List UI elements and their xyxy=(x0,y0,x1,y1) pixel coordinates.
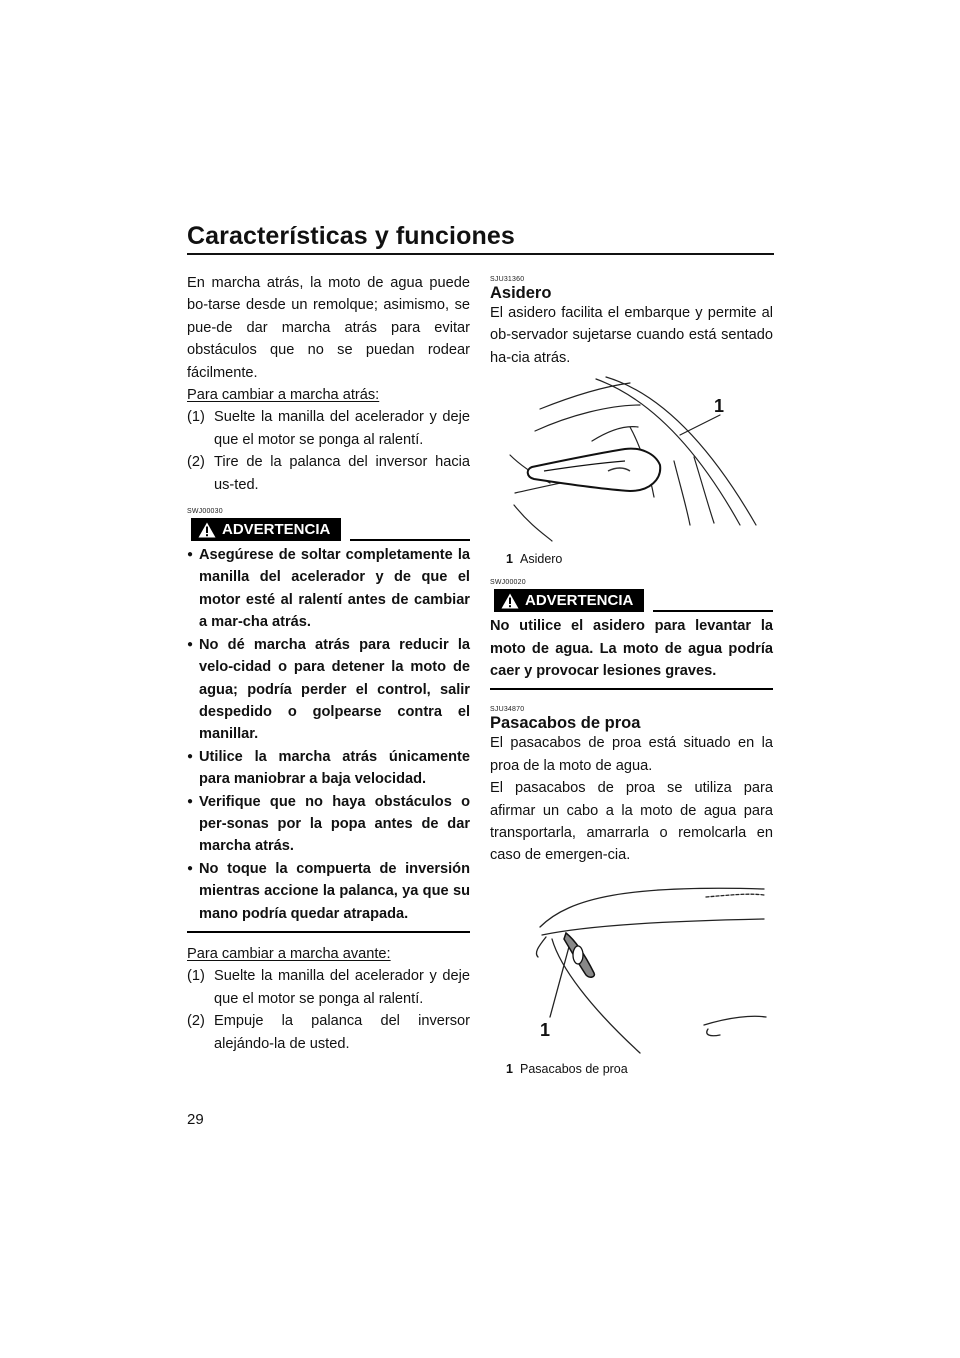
bullet-icon: ● xyxy=(187,750,194,762)
section-title-asidero: Asidero xyxy=(490,284,552,302)
reverse-step: (2) Tire de la palanca del inversor hacia us-ted. xyxy=(187,454,470,493)
warning-triangle-icon xyxy=(198,522,216,538)
intro-paragraph: En marcha atrás, la moto de agua puede bo-tarse desde un remolque; asimismo, se pue-de dar marcha atrás para evitar obstáculos que no se puedan rodear fácilmente. xyxy=(187,275,470,381)
warning-bullet: ● No toque la compuerta de inversión mientras accione la palanca, ya que su mano podría quedar atrapada. xyxy=(187,858,470,925)
warning-rule xyxy=(350,539,470,541)
warning-bullet: ● Utilice la marcha atrás únicamente para maniobrar a baja velocidad. xyxy=(187,746,470,791)
page-title: Características y funciones xyxy=(187,222,515,250)
bullet-icon: ● xyxy=(187,795,194,807)
section-code: SJU34870 xyxy=(490,706,525,714)
figure-callout-number: 1 xyxy=(540,1019,551,1040)
warning-triangle-icon xyxy=(501,593,519,609)
warning-bullet: ● Verifique que no haya obstáculos o per-sonas por la popa antes de dar marcha atrás. xyxy=(187,791,470,858)
forward-step: (2) Empuje la palanca del inversor alejándo-la de usted. xyxy=(187,1013,470,1052)
figure-caption: 1 Pasacabos de proa xyxy=(506,1061,628,1076)
warning-bullet: ● No dé marcha atrás para reducir la velo-cidad o para detener la moto de agua; podría perder el control, salir despedido o golpearse contra el manillar. xyxy=(187,634,470,746)
warning-label: ADVERTENCIA xyxy=(191,518,341,541)
bullet-icon: ● xyxy=(187,862,194,874)
bullet-icon: ● xyxy=(187,549,194,561)
reverse-heading: Para cambiar a marcha atrás: xyxy=(187,387,380,404)
warning-end-rule xyxy=(490,688,773,690)
warning-label: ADVERTENCIA xyxy=(494,589,644,612)
asidero-figure xyxy=(490,375,773,565)
grab-handle-illustration xyxy=(490,375,773,545)
pasacabos-paragraph: El pasacabos de proa está situado en la proa de la moto de agua. xyxy=(490,735,773,774)
asidero-paragraph: El asidero facilita el embarque y permite al ob-servador sujetarse cuando está sentado ha-cia atrás. xyxy=(490,305,773,366)
warning-body xyxy=(187,544,470,925)
warning-code: SWJ00020 xyxy=(490,579,526,587)
pasacabos-paragraph: El pasacabos de proa se utiliza para afirmar un cabo a la moto de agua para transportarla, amarrarla o remolcarla en caso de emergen-cia. xyxy=(490,780,773,864)
warning-bullet: ● Asegúrese de soltar completamente la manilla del acelerador y de que el motor esté al ralentí antes de cambiar a mar-cha atrás. xyxy=(187,544,470,634)
warning-header xyxy=(490,589,773,615)
right-column xyxy=(490,272,773,1077)
section-title-pasacabos: Pasacabos de proa xyxy=(490,714,641,733)
title-rule xyxy=(187,253,774,255)
warning-body: No utilice el asidero para levantar la moto de agua. La moto de agua podría caer y provocar lesiones graves. xyxy=(490,618,773,680)
left-column xyxy=(187,272,470,1055)
warning-header xyxy=(187,518,470,544)
section-code: SJU31360 xyxy=(490,276,525,283)
page-number: 29 xyxy=(187,1111,204,1128)
bow-eye-illustration xyxy=(490,877,773,1057)
warning-rule xyxy=(653,610,773,612)
figure-caption: 1 Asidero xyxy=(506,552,563,567)
reverse-step: (1) Suelte la manilla del acelerador y deje que el motor se ponga al ralentí. xyxy=(187,409,470,448)
warning-end-rule xyxy=(187,931,470,933)
pasacabos-figure xyxy=(490,877,773,1077)
figure-callout-number: 1 xyxy=(714,396,725,417)
warning-code: SWJ00030 xyxy=(187,508,223,516)
forward-heading: Para cambiar a marcha avante: xyxy=(187,945,391,962)
forward-step: (1) Suelte la manilla del acelerador y deje que el motor se ponga al ralentí. xyxy=(187,968,470,1007)
bullet-icon: ● xyxy=(187,638,194,650)
